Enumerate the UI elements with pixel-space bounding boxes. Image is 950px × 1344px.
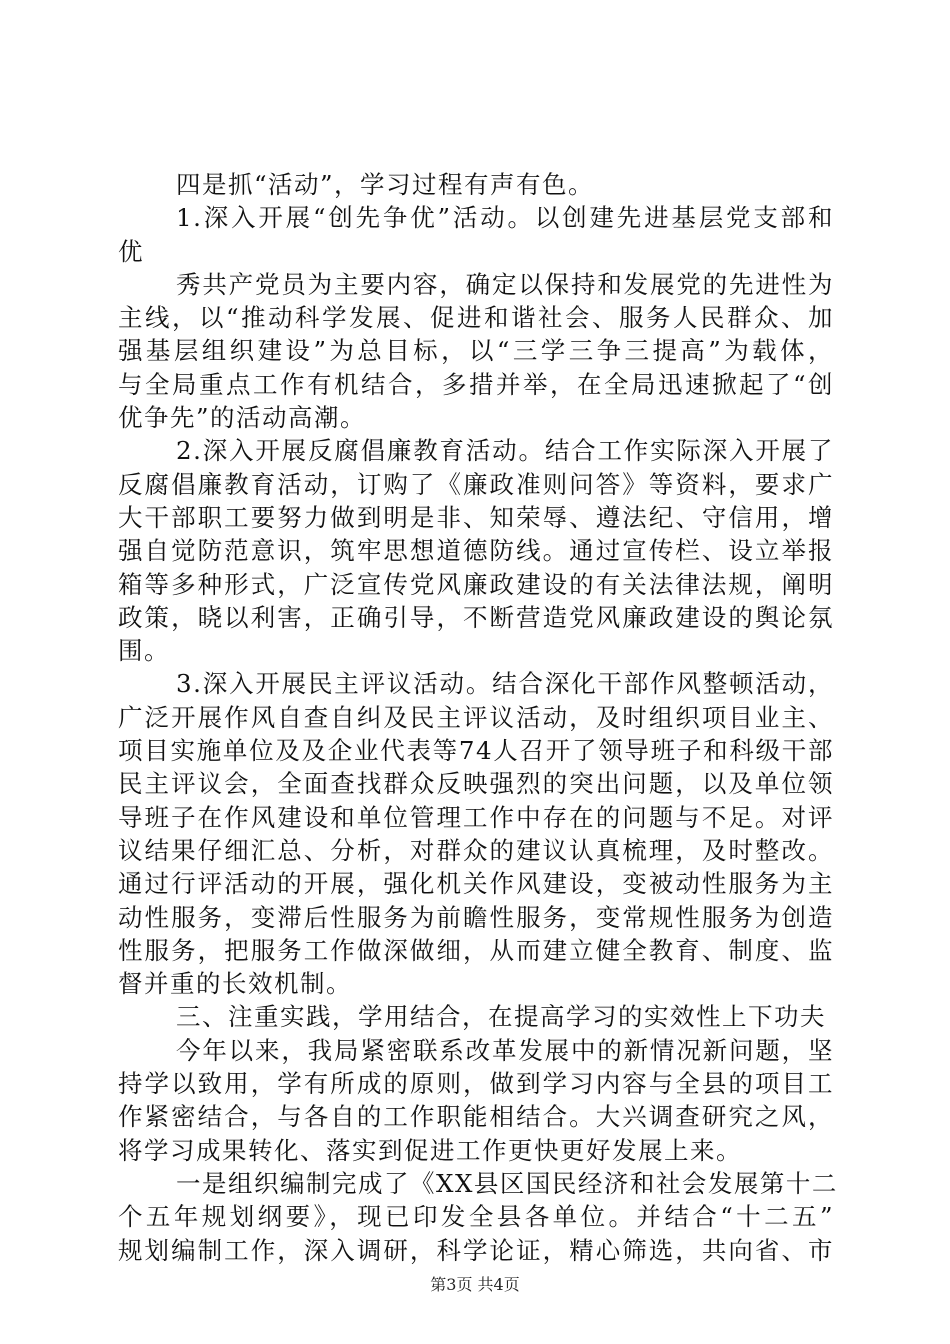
text-line: 民主评议会，全面查找群众反映强烈的突出问题，以及单位领 bbox=[118, 769, 834, 799]
text-line: 箱等多种形式，广泛宣传党风廉政建设的有关法律法规，阐明 bbox=[118, 569, 834, 599]
text-line: 督并重的长效机制。 bbox=[118, 969, 352, 999]
text-line: 与全局重点工作有机结合，多措并举，在全局迅速掀起了“创 bbox=[118, 369, 834, 399]
text-line: 大干部职工要努力做到明是非、知荣辱、遵法纪、守信用，增 bbox=[118, 502, 834, 532]
text-line: 反腐倡廉教育活动，订购了《廉政准则问答》等资料，要求广 bbox=[118, 469, 834, 499]
text-line: 主线，以“推动科学发展、促进和谐社会、服务人民群众、加 bbox=[118, 303, 834, 333]
document-body bbox=[118, 168, 838, 1267]
text-line: 强自觉防范意识，筑牢思想道德防线。通过宣传栏、设立举报 bbox=[118, 536, 834, 566]
text-line: 导班子在作风建设和单位管理工作中存在的问题与不足。对评 bbox=[118, 802, 834, 832]
text-line: 三、注重实践，学用结合，在提高学习的实效性上下功夫 bbox=[176, 1002, 826, 1032]
text-line: 秀共产党员为主要内容，确定以保持和发展党的先进性为 bbox=[176, 269, 834, 299]
text-line: 一是组织编制完成了《XX县区国民经济和社会发展第十二 bbox=[176, 1168, 838, 1198]
text-line: 政策，晓以利害，正确引导，不断营造党风廉政建设的舆论氛 bbox=[118, 602, 834, 632]
text-line: 项目实施单位及及企业代表等74人召开了领导班子和科级干部 bbox=[118, 736, 834, 766]
page-footer: 第3页 共4页 bbox=[430, 1275, 520, 1294]
text-line: 强基层组织建设”为总目标，以“三学三争三提高”为载体， bbox=[118, 336, 834, 366]
text-line: 规划编制工作，深入调研，科学论证，精心筛选，共向省、市 bbox=[118, 1235, 834, 1265]
text-line: 2.深入开展反腐倡廉教育活动。结合工作实际深入开展了 bbox=[176, 436, 834, 466]
text-line: 动性服务，变滞后性服务为前瞻性服务，变常规性服务为创造 bbox=[118, 902, 834, 932]
text-line: 今年以来，我局紧密联系改革发展中的新情况新问题，坚 bbox=[176, 1035, 834, 1065]
text-line: 3.深入开展民主评议活动。结合深化干部作风整顿活动， bbox=[176, 669, 834, 699]
text-line: 性服务，把服务工作做深做细，从而建立健全教育、制度、监 bbox=[118, 935, 834, 965]
text-line: 围。 bbox=[118, 636, 170, 666]
text-line: 议结果仔细汇总、分析，对群众的建议认真梳理，及时整改。 bbox=[118, 835, 834, 865]
text-line: 个五年规划纲要》，现已印发全县各单位。并结合“十二五” bbox=[118, 1202, 834, 1232]
text-line: 四是抓“活动”，学习过程有声有色。 bbox=[176, 170, 595, 199]
text-line: 优 bbox=[118, 236, 144, 266]
text-line: 优争先”的活动高潮。 bbox=[118, 403, 367, 433]
text-line: 1.深入开展“创先争优”活动。以创建先进基层党支部和 bbox=[176, 203, 834, 233]
text-line: 广泛开展作风自查自纠及民主评议活动，及时组织项目业主、 bbox=[118, 702, 834, 732]
text-line: 持学以致用，学有所成的原则，做到学习内容与全县的项目工 bbox=[118, 1069, 834, 1099]
text-line: 将学习成果转化、落实到促进工作更快更好发展上来。 bbox=[118, 1135, 742, 1165]
text-line: 通过行评活动的开展，强化机关作风建设，变被动性服务为主 bbox=[118, 869, 834, 899]
text-line: 作紧密结合，与各自的工作职能相结合。大兴调查研究之风， bbox=[118, 1102, 834, 1132]
